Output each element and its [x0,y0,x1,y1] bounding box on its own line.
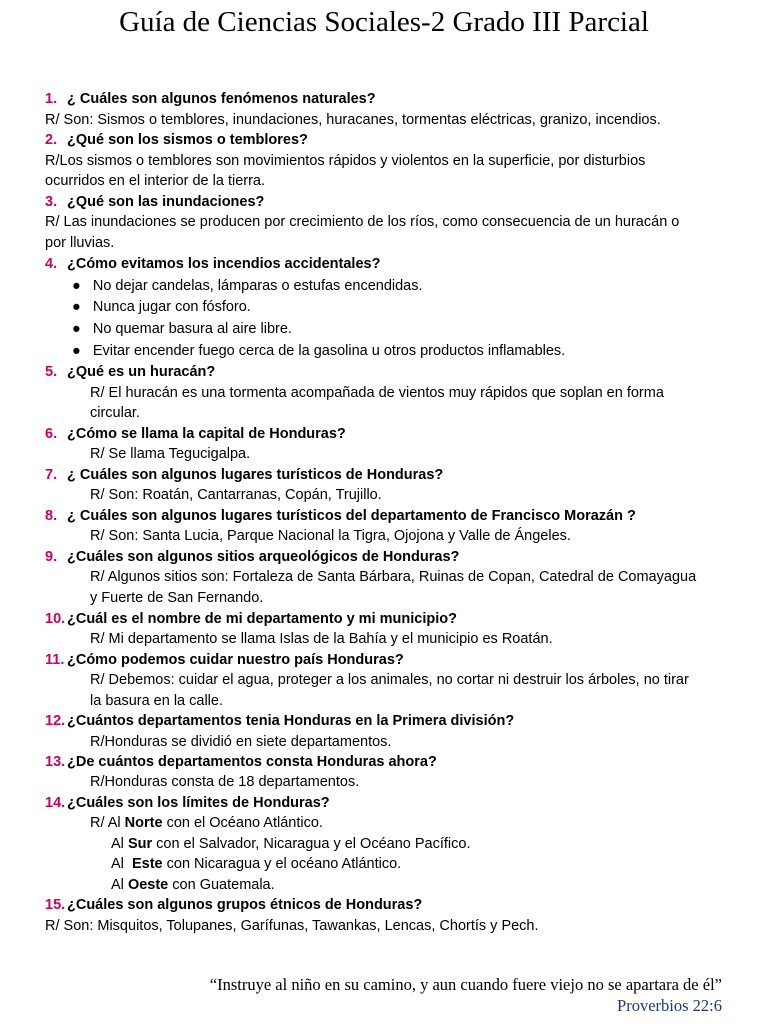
limit-row-east [111,854,401,874]
answer-line: R/Honduras consta de 18 departamentos. [90,774,360,790]
limit-direction: Oeste [127,877,169,893]
question-1 [45,89,376,109]
bullet-text: No quemar basura al aire libre. [92,321,292,337]
question-11 [45,650,404,670]
question-number: 13. [45,754,66,770]
question-text: ¿Cuáles son los límites de Honduras? [67,795,330,811]
limit-prefix: Al [111,836,124,852]
question-number: 15. [45,897,66,913]
question-text: ¿Qué es un huracán? [67,364,216,380]
question-14 [45,793,330,813]
question-text: ¿Cuáles son algunos grupos étnicos de Honduras? [67,897,423,913]
question-9 [45,547,459,567]
answer-line: ocurridos en el interior de la tierra. [45,173,266,189]
bullet-item [72,319,292,339]
page-title: Guía de Ciencias Sociales-2 Grado III Parcial [119,6,649,38]
limit-row-south [111,834,470,854]
limit-prefix: Al [111,877,124,893]
question-2 [45,130,308,150]
answer-line: R/ Son: Santa Lucia, Parque Nacional la Tigra, Ojojona y Valle de Ángeles. [90,528,571,544]
question-number: 6. [45,426,58,442]
question-text: ¿Cómo podemos cuidar nuestro país Honduras? [67,652,404,668]
limit-text: con Guatemala. [172,877,275,893]
limit-row-west [111,875,275,895]
limit-prefix: R/ Al [90,815,121,831]
limit-prefix: Al [111,856,124,872]
bullet-icon: ● [72,278,81,294]
bullet-item [72,297,251,317]
answer-line: R/Honduras se dividió en siete departamentos. [90,734,392,750]
question-number: 4. [45,256,58,272]
limit-text: con el Salvador, Nicaragua y el Océano Pacífico. [156,836,471,852]
question-6 [45,424,346,444]
question-15 [45,895,422,915]
bullet-text: No dejar candelas, lámparas o estufas encendidas. [92,278,423,294]
answer-line: R/ Mi departamento se llama Islas de la Bahía y el municipio es Roatán. [90,631,553,647]
question-7 [45,465,443,485]
question-number: 7. [45,467,58,483]
limit-direction: Sur [127,836,153,852]
question-4 [45,254,380,274]
question-13 [45,752,437,772]
question-number: 9. [45,549,58,565]
bullet-icon: ● [72,343,81,359]
limit-direction: Norte [124,815,163,831]
question-number: 10. [45,611,66,627]
answer-line: la basura en la calle. [90,693,223,709]
question-10 [45,609,457,629]
bible-quote: “Instruye al niño en su camino, y aun cuando fuere viejo no se apartara de él” [209,975,722,994]
question-text: ¿Cómo evitamos los incendios accidentales? [67,256,381,272]
question-number: 1. [45,91,58,107]
question-text: ¿Qué son los sismos o temblores? [67,132,308,148]
answer-line: R/ Son: Misquitos, Tolupanes, Garífunas, Tawankas, Lencas, Chortís y Pech. [45,918,539,934]
limit-text: con Nicaragua y el océano Atlántico. [166,856,402,872]
answer-line: por lluvias. [45,235,115,251]
answer-line: R/ Se llama Tegucigalpa. [90,446,251,462]
bullet-item [72,276,423,296]
question-5 [45,362,215,382]
bullet-text: Evitar encender fuego cerca de la gasolina u otros productos inflamables. [92,343,566,359]
bible-reference: Proverbios 22:6 [617,996,722,1015]
bullet-icon: ● [72,299,81,315]
question-text: ¿De cuántos departamentos consta Honduras ahora? [67,754,437,770]
limit-text: con el Océano Atlántico. [166,815,323,831]
question-3 [45,192,264,212]
answer-line: R/ El huracán es una tormenta acompañada de vientos muy rápidos que soplan en forma [90,385,664,401]
bullet-text: Nunca jugar con fósforo. [92,299,251,315]
answer-line: R/ Debemos: cuidar el agua, proteger a los animales, no cortar ni destruir los árboles, no tirar [90,672,689,688]
question-text: ¿Cuáles son algunos sitios arqueológicos de Honduras? [67,549,460,565]
answer-line: R/Los sismos o temblores son movimientos rápidos y violentos en la superficie, por disturbios [45,153,646,169]
answer-line: R/ Son: Sismos o temblores, inundaciones, huracanes, tormentas eléctricas, granizo, incendios. [45,112,661,128]
question-number: 8. [45,508,58,524]
answer-line: R/ Algunos sitios son: Fortaleza de Santa Bárbara, Ruinas de Copan, Catedral de Comayagua [90,569,697,585]
answer-line: y Fuerte de San Fernando. [90,590,264,606]
question-8 [45,506,636,526]
question-text: ¿ Cuáles son algunos fenómenos naturales? [67,91,376,107]
limit-direction: Este [131,856,163,872]
answer-line: circular. [90,405,140,421]
answer-line: R/ Son: Roatán, Cantarranas, Copán, Trujillo. [90,487,382,503]
question-text: ¿ Cuáles son algunos lugares turísticos del departamento de Francisco Morazán ? [67,508,636,524]
question-text: ¿Qué son las inundaciones? [67,194,265,210]
question-number: 12. [45,713,66,729]
question-text: ¿ Cuáles son algunos lugares turísticos de Honduras? [67,467,444,483]
bullet-icon: ● [72,321,81,337]
bullet-item [72,341,565,361]
answer-line: R/ Las inundaciones se producen por crecimiento de los ríos, como consecuencia de un huracán o [45,214,680,230]
question-number: 5. [45,364,58,380]
question-number: 2. [45,132,58,148]
question-number: 3. [45,194,58,210]
question-number: 11. [45,652,65,668]
question-12 [45,711,514,731]
question-text: ¿Cuál es el nombre de mi departamento y mi municipio? [67,611,457,627]
question-text: ¿Cómo se llama la capital de Honduras? [67,426,346,442]
question-number: 14. [45,795,66,811]
limit-row-north [90,813,323,833]
question-text: ¿Cuántos departamentos tenia Honduras en la Primera división? [67,713,515,729]
